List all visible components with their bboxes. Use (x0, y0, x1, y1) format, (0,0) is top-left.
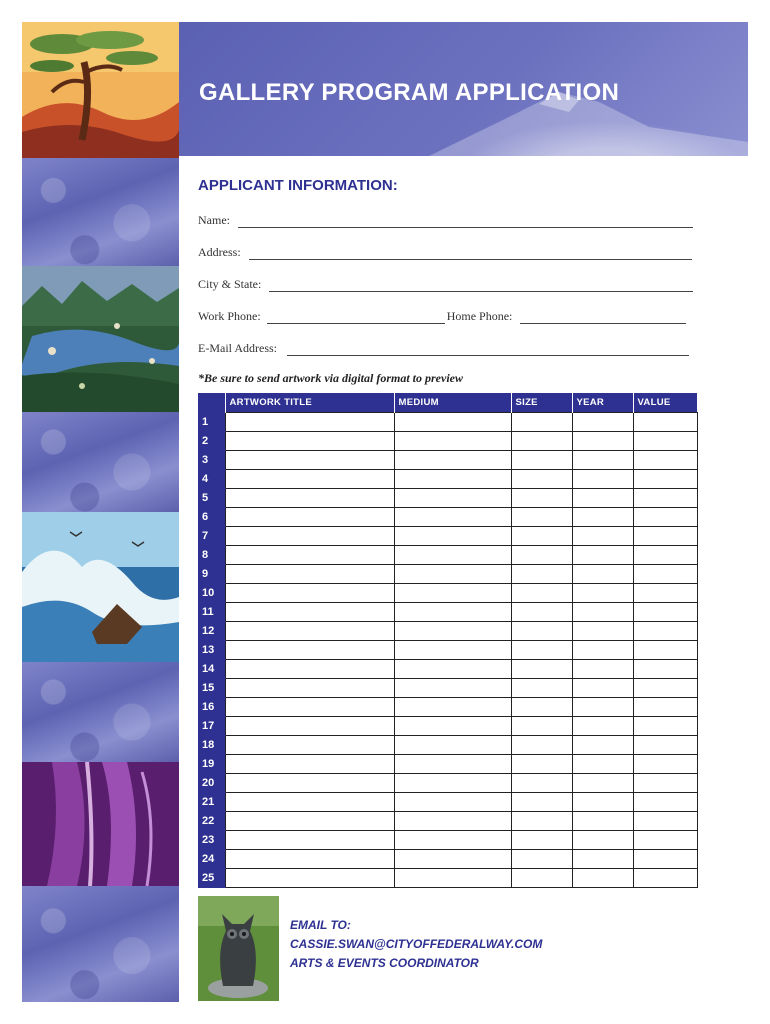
tree-painting-image (22, 22, 179, 158)
title-cell[interactable] (225, 831, 394, 850)
year-cell[interactable] (572, 565, 633, 584)
row-number: 12 (198, 622, 225, 641)
value-cell[interactable] (633, 413, 697, 432)
row-number: 8 (198, 546, 225, 565)
size-cell[interactable] (511, 413, 572, 432)
lake-landscape-image (22, 266, 179, 412)
decorative-art-strip (22, 22, 179, 1002)
row-number: 3 (198, 451, 225, 470)
title-cell[interactable] (225, 869, 394, 888)
title-cell[interactable] (225, 527, 394, 546)
texture-panel (22, 886, 179, 1002)
address-field (198, 244, 692, 260)
home-phone-input-line[interactable] (520, 311, 686, 324)
column-header-title: ARTWORK TITLE (225, 393, 394, 413)
value-cell[interactable] (633, 489, 697, 508)
medium-cell[interactable] (394, 717, 511, 736)
table-row (198, 603, 697, 622)
size-cell[interactable] (511, 717, 572, 736)
title-cell[interactable] (225, 432, 394, 451)
title-cell[interactable] (225, 451, 394, 470)
medium-cell[interactable] (394, 451, 511, 470)
title-cell[interactable] (225, 793, 394, 812)
row-number: 6 (198, 508, 225, 527)
contact-block (290, 916, 542, 973)
size-cell[interactable] (511, 698, 572, 717)
address-input-line[interactable] (249, 247, 692, 260)
row-number: 7 (198, 527, 225, 546)
size-cell[interactable] (511, 755, 572, 774)
value-cell[interactable] (633, 508, 697, 527)
medium-cell[interactable] (394, 679, 511, 698)
name-label: Name: (198, 213, 230, 227)
title-cell[interactable] (225, 774, 394, 793)
title-cell[interactable] (225, 622, 394, 641)
year-cell[interactable] (572, 432, 633, 451)
table-row (198, 660, 697, 679)
owl-sculpture-image (198, 896, 279, 1001)
row-number: 22 (198, 812, 225, 831)
table-row (198, 831, 697, 850)
value-cell[interactable] (633, 660, 697, 679)
medium-cell[interactable] (394, 641, 511, 660)
year-cell[interactable] (572, 546, 633, 565)
value-cell[interactable] (633, 850, 697, 869)
medium-cell[interactable] (394, 869, 511, 888)
year-cell[interactable] (572, 679, 633, 698)
ocean-waves-image (22, 512, 179, 662)
title-cell[interactable] (225, 603, 394, 622)
value-cell[interactable] (633, 584, 697, 603)
size-cell[interactable] (511, 812, 572, 831)
value-cell[interactable] (633, 698, 697, 717)
medium-cell[interactable] (394, 774, 511, 793)
table-row (198, 432, 697, 451)
work-phone-label: Work Phone: (198, 309, 261, 323)
medium-cell[interactable] (394, 527, 511, 546)
title-cell[interactable] (225, 736, 394, 755)
row-number: 2 (198, 432, 225, 451)
table-row (198, 850, 697, 869)
medium-cell[interactable] (394, 660, 511, 679)
year-cell[interactable] (572, 641, 633, 660)
row-number: 20 (198, 774, 225, 793)
medium-cell[interactable] (394, 546, 511, 565)
applicant-section-title: APPLICANT INFORMATION: (198, 177, 398, 194)
row-number: 17 (198, 717, 225, 736)
medium-cell[interactable] (394, 413, 511, 432)
row-number: 15 (198, 679, 225, 698)
year-cell[interactable] (572, 508, 633, 527)
value-cell[interactable] (633, 736, 697, 755)
digital-format-note: *Be sure to send artwork via digital format to preview (198, 371, 464, 385)
size-cell[interactable] (511, 527, 572, 546)
value-cell[interactable] (633, 565, 697, 584)
title-cell[interactable] (225, 508, 394, 527)
value-cell[interactable] (633, 470, 697, 489)
table-row (198, 489, 697, 508)
year-cell[interactable] (572, 584, 633, 603)
texture-panel (22, 662, 179, 762)
table-row (198, 546, 697, 565)
header-banner (179, 22, 748, 156)
size-cell[interactable] (511, 831, 572, 850)
title-cell[interactable] (225, 546, 394, 565)
value-cell[interactable] (633, 774, 697, 793)
year-cell[interactable] (572, 736, 633, 755)
row-number: 9 (198, 565, 225, 584)
size-cell[interactable] (511, 660, 572, 679)
email-input-line[interactable] (287, 343, 689, 356)
size-cell[interactable] (511, 508, 572, 527)
title-cell[interactable] (225, 717, 394, 736)
table-row (198, 679, 697, 698)
size-cell[interactable] (511, 451, 572, 470)
size-cell[interactable] (511, 489, 572, 508)
row-number: 5 (198, 489, 225, 508)
name-field (198, 212, 693, 228)
column-header-number (198, 393, 225, 413)
value-cell[interactable] (633, 451, 697, 470)
row-number: 4 (198, 470, 225, 489)
texture-panel (22, 158, 179, 266)
value-cell[interactable] (633, 717, 697, 736)
row-number: 10 (198, 584, 225, 603)
value-cell[interactable] (633, 641, 697, 660)
size-cell[interactable] (511, 603, 572, 622)
size-cell[interactable] (511, 432, 572, 451)
size-cell[interactable] (511, 565, 572, 584)
table-row (198, 774, 697, 793)
size-cell[interactable] (511, 850, 572, 869)
year-cell[interactable] (572, 489, 633, 508)
value-cell[interactable] (633, 869, 697, 888)
city-state-label: City & State: (198, 277, 262, 291)
row-number: 24 (198, 850, 225, 869)
medium-cell[interactable] (394, 755, 511, 774)
year-cell[interactable] (572, 603, 633, 622)
city-state-input-line[interactable] (269, 279, 693, 292)
contact-email-link[interactable]: CASSIE.SWAN@CITYOFFEDERALWAY.COM (290, 937, 543, 951)
table-row (198, 717, 697, 736)
medium-cell[interactable] (394, 812, 511, 831)
column-header-size: SIZE (511, 393, 572, 413)
row-number: 14 (198, 660, 225, 679)
medium-cell[interactable] (394, 603, 511, 622)
table-row (198, 698, 697, 717)
row-number: 25 (198, 869, 225, 888)
table-row (198, 793, 697, 812)
row-number: 21 (198, 793, 225, 812)
table-row (198, 451, 697, 470)
year-cell[interactable] (572, 755, 633, 774)
year-cell[interactable] (572, 660, 633, 679)
medium-cell[interactable] (394, 584, 511, 603)
value-cell[interactable] (633, 546, 697, 565)
value-cell[interactable] (633, 755, 697, 774)
year-cell[interactable] (572, 793, 633, 812)
medium-cell[interactable] (394, 736, 511, 755)
year-cell[interactable] (572, 413, 633, 432)
work-phone-input-line[interactable] (267, 311, 445, 324)
table-row (198, 736, 697, 755)
medium-cell[interactable] (394, 470, 511, 489)
size-cell[interactable] (511, 546, 572, 565)
title-cell[interactable] (225, 641, 394, 660)
title-cell[interactable] (225, 413, 394, 432)
value-cell[interactable] (633, 793, 697, 812)
address-label: Address: (198, 245, 241, 259)
size-cell[interactable] (511, 622, 572, 641)
title-cell[interactable] (225, 489, 394, 508)
medium-cell[interactable] (394, 489, 511, 508)
year-cell[interactable] (572, 812, 633, 831)
medium-cell[interactable] (394, 831, 511, 850)
table-row (198, 755, 697, 774)
title-cell[interactable] (225, 850, 394, 869)
value-cell[interactable] (633, 603, 697, 622)
year-cell[interactable] (572, 622, 633, 641)
email-to-label: EMAIL TO: (290, 918, 351, 932)
table-row (198, 508, 697, 527)
medium-cell[interactable] (394, 565, 511, 584)
medium-cell[interactable] (394, 793, 511, 812)
size-cell[interactable] (511, 470, 572, 489)
table-row (198, 584, 697, 603)
purple-sculpture-image (22, 762, 179, 886)
phone-field (198, 308, 686, 324)
texture-panel (22, 412, 179, 512)
title-cell[interactable] (225, 755, 394, 774)
title-cell[interactable] (225, 565, 394, 584)
title-cell[interactable] (225, 584, 394, 603)
artwork-table (198, 393, 698, 888)
size-cell[interactable] (511, 679, 572, 698)
email-field (198, 340, 689, 356)
title-cell[interactable] (225, 698, 394, 717)
title-cell[interactable] (225, 660, 394, 679)
row-number: 13 (198, 641, 225, 660)
row-number: 11 (198, 603, 225, 622)
year-cell[interactable] (572, 850, 633, 869)
table-header-row (198, 393, 697, 413)
city-state-field (198, 276, 693, 292)
name-input-line[interactable] (238, 215, 693, 228)
medium-cell[interactable] (394, 850, 511, 869)
value-cell[interactable] (633, 622, 697, 641)
year-cell[interactable] (572, 527, 633, 546)
column-header-medium: MEDIUM (394, 393, 511, 413)
value-cell[interactable] (633, 679, 697, 698)
row-number: 1 (198, 413, 225, 432)
table-row (198, 413, 697, 432)
row-number: 18 (198, 736, 225, 755)
page-title: GALLERY PROGRAM APPLICATION (199, 79, 620, 106)
year-cell[interactable] (572, 774, 633, 793)
home-phone-label: Home Phone: (446, 309, 513, 323)
column-header-value: VALUE (633, 393, 697, 413)
value-cell[interactable] (633, 831, 697, 850)
size-cell[interactable] (511, 774, 572, 793)
year-cell[interactable] (572, 831, 633, 850)
row-number: 23 (198, 831, 225, 850)
year-cell[interactable] (572, 717, 633, 736)
size-cell[interactable] (511, 584, 572, 603)
medium-cell[interactable] (394, 698, 511, 717)
medium-cell[interactable] (394, 508, 511, 527)
size-cell[interactable] (511, 641, 572, 660)
value-cell[interactable] (633, 432, 697, 451)
table-row (198, 527, 697, 546)
table-row (198, 565, 697, 584)
row-number: 19 (198, 755, 225, 774)
table-row (198, 812, 697, 831)
year-cell[interactable] (572, 451, 633, 470)
year-cell[interactable] (572, 698, 633, 717)
table-row (198, 622, 697, 641)
title-cell[interactable] (225, 812, 394, 831)
contact-role: ARTS & EVENTS COORDINATOR (290, 956, 479, 970)
value-cell[interactable] (633, 812, 697, 831)
row-number: 16 (198, 698, 225, 717)
medium-cell[interactable] (394, 432, 511, 451)
column-header-year: YEAR (572, 393, 633, 413)
table-row (198, 470, 697, 489)
size-cell[interactable] (511, 736, 572, 755)
year-cell[interactable] (572, 470, 633, 489)
value-cell[interactable] (633, 527, 697, 546)
table-row (198, 641, 697, 660)
email-label: E-Mail Address: (198, 341, 277, 355)
size-cell[interactable] (511, 869, 572, 888)
title-cell[interactable] (225, 470, 394, 489)
table-row (198, 869, 697, 888)
year-cell[interactable] (572, 869, 633, 888)
size-cell[interactable] (511, 793, 572, 812)
title-cell[interactable] (225, 679, 394, 698)
medium-cell[interactable] (394, 622, 511, 641)
